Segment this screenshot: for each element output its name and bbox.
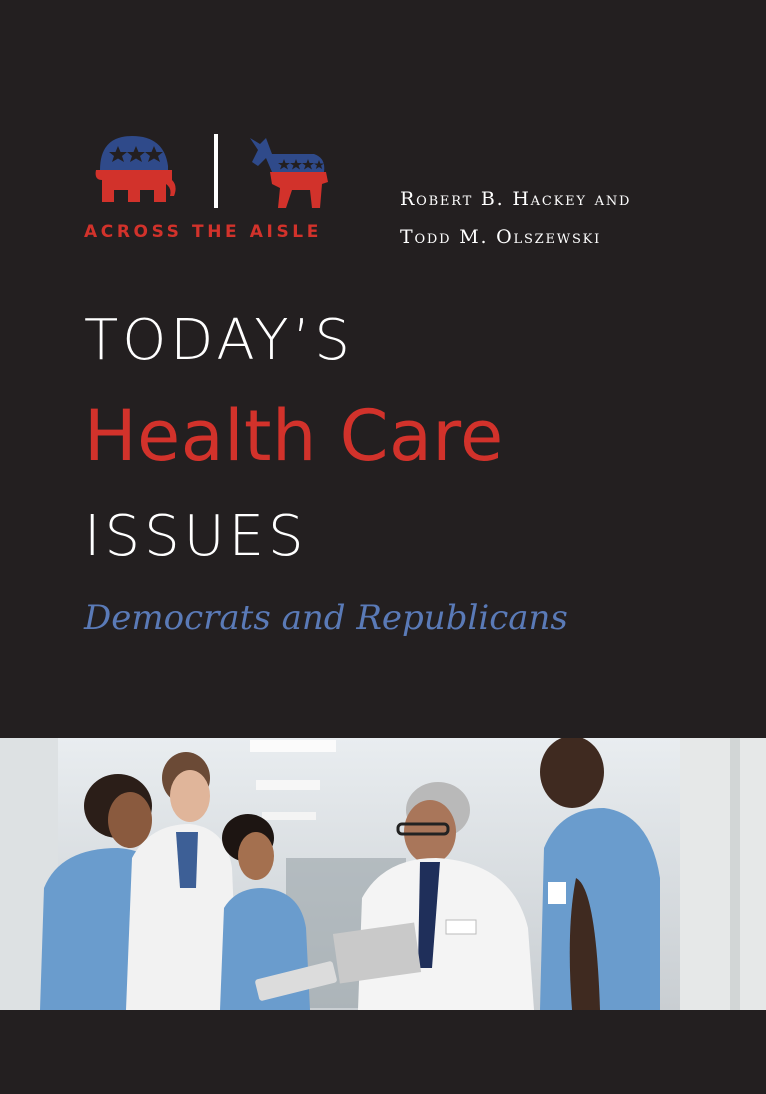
elephant-icon: [92, 130, 180, 212]
logo-divider: [214, 134, 218, 208]
series-logo: [84, 126, 340, 246]
title-line-1: TODAY’S: [84, 308, 354, 373]
hospital-staff-photo: [0, 738, 766, 1010]
subtitle: Democrats and Republicans: [84, 598, 568, 638]
series-name: ACROSS THE AISLE: [84, 222, 322, 242]
authors: [400, 180, 631, 256]
author-line-2: Todd M. Olszewski: [400, 226, 602, 248]
donkey-icon: [248, 132, 330, 214]
title-line-3: ISSUES: [84, 504, 308, 569]
author-line-1: Robert B. Hackey and: [400, 188, 632, 210]
title-line-2: Health Care: [84, 395, 504, 477]
photo-illustration: [0, 738, 766, 1010]
